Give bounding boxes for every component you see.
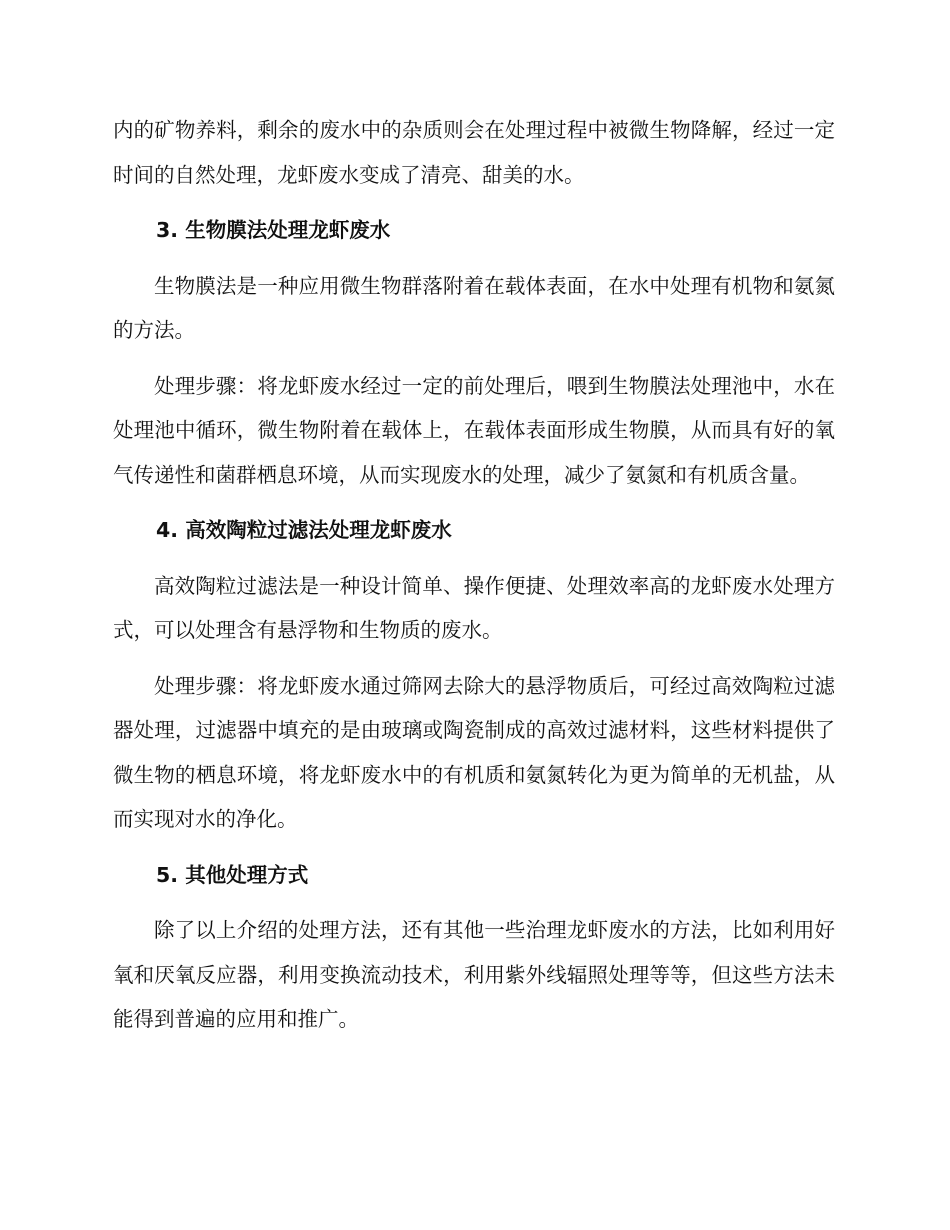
section-heading-ceramsite-filter: 4. 高效陶粒过滤法处理龙虾废水 <box>156 518 452 542</box>
ceramsite-definition-paragraph: 高效陶粒过滤法是一种设计简单、操作便捷、处理效率高的龙虾废水处理方式，可以处理含有悬浮物和生物质的废水。 <box>113 573 835 642</box>
section-heading-other-methods: 5. 其他处理方式 <box>156 862 309 887</box>
intro-paragraph: 内的矿物养料，剩余的废水中的杂质则会在处理过程中被微生物降解，经过一定时间的自然处理，龙虾废水变成了清亮、甜美的水。 <box>113 118 835 187</box>
other-methods-paragraph: 除了以上介绍的处理方法，还有其他一些治理龙虾废水的方法，比如利用好氧和厌氧反应器，利用变换流动技术，利用紫外线辐照处理等等，但这些方法未能得到普遍的应用和推广。 <box>113 918 835 1031</box>
section-heading-biofilm: 3. 生物膜法处理龙虾废水 <box>156 218 391 242</box>
ceramsite-steps-paragraph: 处理步骤：将龙虾废水通过筛网去除大的悬浮物质后，可经过高效陶粒过滤器处理，过滤器中填充的是由玻璃或陶瓷制成的高效过滤材料，这些材料提供了微生物的栖息环境，将龙虾废水中的有机质和氨氮转化为更为简单的无机盐，从而实现对水的净化。 <box>113 673 835 831</box>
document-body <box>113 108 835 1042</box>
biofilm-definition-paragraph: 生物膜法是一种应用微生物群落附着在载体表面，在水中处理有机物和氨氮的方法。 <box>113 273 835 342</box>
biofilm-steps-paragraph: 处理步骤：将龙虾废水经过一定的前处理后，喂到生物膜法处理池中，水在处理池中循环，微生物附着在载体上，在载体表面形成生物膜，从而具有好的氧气传递性和菌群栖息环境，从而实现废水的处理，减少了氨氮和有机质含量。 <box>113 373 835 487</box>
